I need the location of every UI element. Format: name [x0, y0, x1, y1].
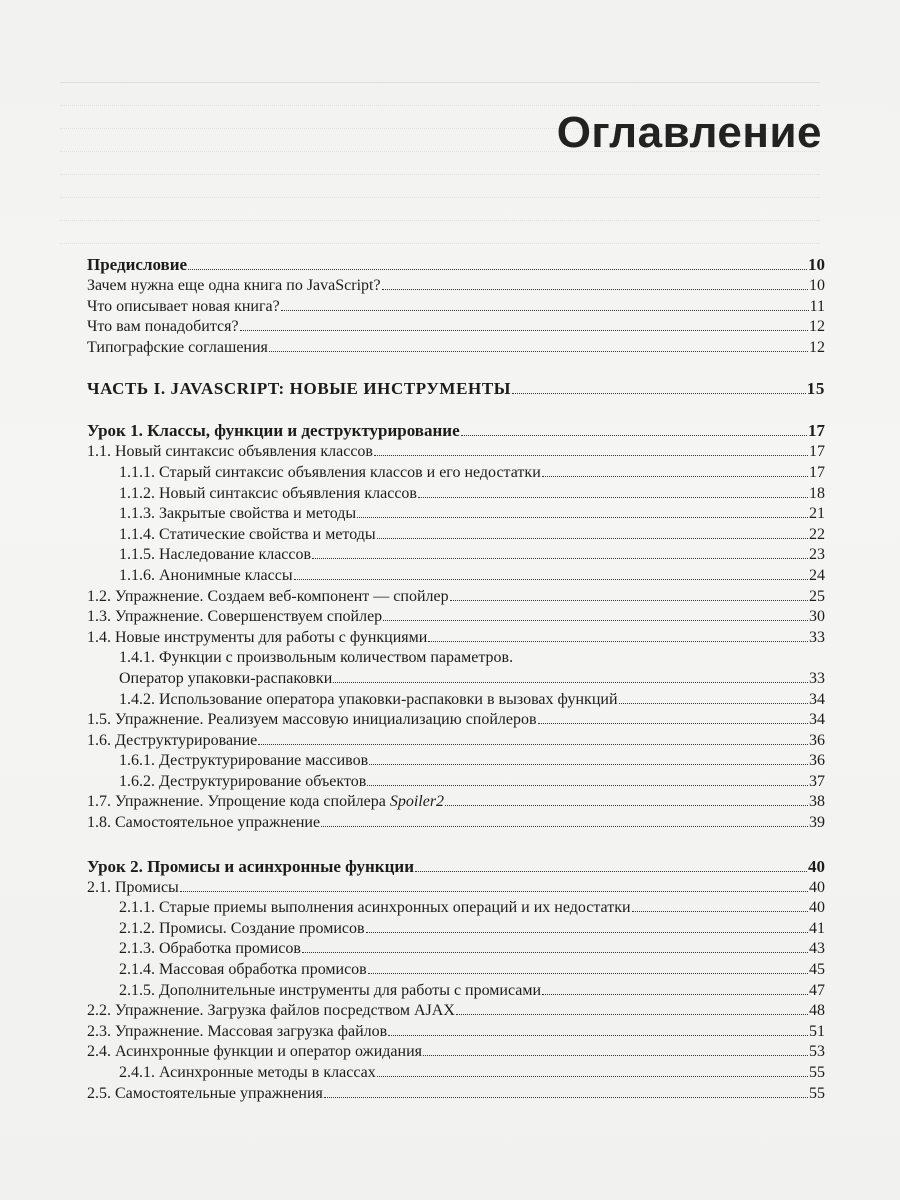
dot-leader: [368, 973, 808, 974]
toc-page-number: 53: [809, 1043, 825, 1061]
toc-entry[interactable]: [87, 254, 825, 276]
toc-page-number: 30: [809, 608, 825, 626]
toc-page-number: 55: [809, 1064, 825, 1081]
toc-page-number: 25: [809, 587, 825, 605]
dot-leader: [374, 455, 808, 456]
toc-page-number: 51: [809, 1022, 825, 1040]
toc-page-number: 38: [809, 793, 825, 811]
toc-entry-title: 1.5. Упражнение. Реализуем массовую инициализацию спойлеров: [87, 711, 537, 729]
toc-page-number: 12: [809, 338, 825, 356]
toc-entry-title: 1.1.6. Анонимные классы: [119, 566, 293, 584]
toc-entry[interactable]: [87, 628, 825, 649]
page-title: Оглавление: [556, 108, 822, 157]
toc-entry-title: 2.2. Упражнение. Загрузка файлов посредством AJAX: [87, 1002, 455, 1020]
dot-leader: [428, 641, 808, 642]
toc-entry[interactable]: [87, 607, 825, 628]
toc-entry-title: 1.4.2. Использование оператора упаковки-распаковки в вызовах функций: [119, 690, 618, 708]
toc-entry[interactable]: [87, 1001, 825, 1022]
toc-entry[interactable]: [87, 338, 825, 359]
dot-leader: [632, 911, 808, 912]
toc-subentry[interactable]: [87, 939, 825, 960]
toc-entry-title: 1.2. Упражнение. Создаем веб-компонент — спойлер: [87, 587, 449, 605]
table-of-contents: [87, 254, 825, 1104]
dot-leader: [321, 826, 808, 827]
dot-leader: [269, 351, 808, 352]
dot-leader: [388, 1035, 808, 1036]
toc-subentry[interactable]: [87, 1063, 825, 1084]
toc-entry-title: 1.1.1. Старый синтаксис объявления классов и его недостатки: [119, 463, 541, 481]
toc-page-number: 36: [809, 731, 825, 749]
toc-entry-title: 1.4.1. Функции с произвольным количеством параметров.: [119, 649, 514, 667]
toc-page-number: 17: [808, 421, 825, 441]
toc-page-number: 45: [809, 961, 825, 979]
toc-page-number: 47: [809, 981, 825, 999]
toc-entry-title: 2.5. Самостоятельные упражнения: [87, 1084, 323, 1102]
toc-entry-title: 2.1.1. Старые приемы выполнения асинхронных операций и их недостатки: [119, 899, 631, 917]
toc-page-number: 43: [809, 940, 825, 958]
toc-entry-italic: Spoiler2: [389, 793, 445, 811]
toc-page-number: 39: [809, 814, 825, 832]
dot-leader: [294, 579, 808, 580]
toc-entry[interactable]: [87, 878, 825, 899]
dot-leader: [366, 932, 808, 933]
toc-entry[interactable]: [87, 317, 825, 338]
toc-page-number: 41: [809, 919, 825, 937]
toc-entry-title: Урок 2. Промисы и асинхронные функции: [87, 856, 414, 876]
toc-page-number: 21: [809, 505, 825, 523]
toc-entry-title: 1.4. Новые инструменты для работы с функциями: [87, 628, 428, 646]
toc-entry[interactable]: [87, 442, 825, 463]
dot-leader: [538, 723, 808, 724]
dot-leader: [357, 517, 808, 518]
toc-subentry[interactable]: [87, 504, 825, 525]
toc-subentry[interactable]: [87, 545, 825, 566]
toc-entry-title: 1.6.1. Деструктурирование массивов: [119, 752, 369, 770]
toc-entry[interactable]: [87, 1084, 825, 1105]
toc-page-number: 12: [809, 318, 825, 336]
toc-entry[interactable]: [87, 1042, 825, 1063]
dot-leader: [258, 744, 808, 745]
toc-entry-title: Что вам понадобится?: [87, 318, 239, 336]
dot-leader: [423, 1055, 808, 1056]
dot-leader: [383, 620, 808, 621]
toc-entry[interactable]: [87, 792, 825, 813]
toc-page-number: 10: [808, 255, 825, 274]
toc-page-number: 40: [809, 899, 825, 917]
toc-page-number: 37: [809, 772, 825, 790]
toc-subentry[interactable]: [87, 525, 825, 546]
toc-page-number: 10: [809, 277, 825, 294]
toc-entry-title: 1.1.4. Статические свойства и методы: [119, 525, 376, 543]
toc-entry-title: Урок 1. Классы, функции и деструктурирование: [87, 421, 460, 441]
dot-leader: [324, 1097, 808, 1098]
toc-entry-title: 2.1. Промисы: [87, 878, 179, 896]
dot-leader: [382, 289, 808, 290]
toc-entry-title: 2.1.5. Дополнительные инструменты для работы с промисами: [119, 981, 542, 999]
toc-entry[interactable]: [87, 1022, 825, 1043]
toc-entry-title: ЧАСТЬ I. JAVASCRIPT: НОВЫЕ ИНСТРУМЕНТЫ: [87, 379, 512, 399]
toc-page-number: 33: [809, 669, 825, 687]
toc-entry[interactable]: [87, 710, 825, 731]
toc-entry-title: Типографские соглашения: [87, 338, 268, 356]
dot-leader: [461, 435, 807, 436]
dot-leader: [302, 952, 808, 953]
toc-page-number: 34: [809, 711, 825, 729]
toc-entry-title: 2.1.3. Обработка промисов: [119, 940, 301, 958]
dot-leader: [542, 476, 808, 477]
toc-subentry[interactable]: [87, 484, 825, 505]
dot-leader: [367, 785, 808, 786]
toc-page-number: 22: [809, 525, 825, 543]
toc-entry-title: [87, 792, 444, 813]
dot-leader: [450, 600, 808, 601]
dot-leader: [456, 1014, 808, 1015]
dot-leader: [312, 558, 808, 559]
dot-leader: [369, 764, 808, 765]
toc-subentry[interactable]: [87, 751, 825, 772]
toc-entry-title: Зачем нужна еще одна книга по JavaScript?: [87, 277, 381, 294]
toc-entry-title: 1.1. Новый синтаксис объявления классов: [87, 443, 373, 461]
dot-leader: [377, 1076, 808, 1077]
toc-subentry[interactable]: [87, 960, 825, 981]
dot-leader: [418, 497, 808, 498]
toc-entry-title: Что описывает новая книга?: [87, 297, 280, 315]
toc-chapter-entry[interactable]: [87, 420, 825, 442]
dot-leader: [542, 994, 808, 995]
dot-leader: [240, 330, 808, 331]
toc-page-number: 11: [809, 297, 825, 315]
toc-entry[interactable]: [87, 587, 825, 608]
toc-entry-title: 1.6.2. Деструктурирование объектов: [119, 772, 367, 790]
toc-page-number: 40: [808, 856, 825, 876]
dot-leader: [188, 269, 807, 270]
dot-leader: [281, 310, 809, 311]
toc-subentry[interactable]: [87, 463, 825, 484]
toc-subentry[interactable]: [87, 648, 825, 669]
toc-subentry[interactable]: [87, 898, 825, 919]
toc-page-number: 17: [809, 463, 825, 481]
dot-leader: [377, 538, 808, 539]
toc-entry-title: 1.3. Упражнение. Совершенствуем спойлер: [87, 608, 383, 626]
toc-subentry[interactable]: [87, 566, 825, 587]
toc-page-number: 15: [806, 379, 825, 399]
toc-subentry[interactable]: [87, 772, 825, 793]
toc-subentry-continuation[interactable]: [87, 669, 825, 690]
toc-subentry[interactable]: [87, 690, 825, 711]
toc-page-number: 40: [809, 878, 825, 896]
toc-entry[interactable]: [87, 297, 825, 318]
toc-page-number: 33: [809, 628, 825, 646]
toc-entry-title: Оператор упаковки-распаковки: [119, 669, 333, 687]
toc-page-number: 55: [809, 1084, 825, 1102]
toc-entry-title: 2.3. Упражнение. Массовая загрузка файлов: [87, 1022, 388, 1040]
toc-page-number: 24: [809, 566, 825, 584]
toc-entry[interactable]: [87, 276, 825, 297]
toc-page-number: 18: [809, 484, 825, 502]
toc-page-number: 17: [809, 443, 825, 461]
toc-entry-title: 2.4.1. Асинхронные методы в классах: [119, 1064, 376, 1081]
toc-page-number: 23: [809, 546, 825, 564]
spacer: [87, 358, 825, 378]
toc-entry-title: 2.1.4. Массовая обработка промисов: [119, 961, 367, 979]
toc-entry-title: 1.6. Деструктурирование: [87, 731, 258, 749]
spacer: [87, 834, 825, 856]
dot-leader: [512, 393, 806, 394]
toc-subentry[interactable]: [87, 919, 825, 940]
toc-entry[interactable]: [87, 731, 825, 752]
dot-leader: [619, 703, 808, 704]
dot-leader: [333, 682, 808, 683]
toc-entry-title: 1.1.3. Закрытые свойства и методы: [119, 505, 357, 523]
toc-entry[interactable]: [87, 813, 825, 834]
toc-part-entry[interactable]: [87, 378, 825, 400]
toc-chapter-entry[interactable]: [87, 856, 825, 878]
toc-subentry[interactable]: [87, 981, 825, 1002]
spacer: [87, 400, 825, 420]
dot-leader: [415, 871, 807, 872]
toc-entry-title: 1.8. Самостоятельное упражнение: [87, 814, 321, 832]
toc-entry-title: 1.1.2. Новый синтаксис объявления классов: [119, 484, 417, 502]
toc-entry-title: 1.1.5. Наследование классов: [119, 546, 312, 564]
dot-leader: [180, 891, 808, 892]
toc-page-number: 48: [809, 1002, 825, 1020]
toc-entry-title: 2.4. Асинхронные функции и оператор ожидания: [87, 1043, 422, 1061]
dot-leader: [445, 805, 808, 806]
toc-page-number: 36: [809, 752, 825, 770]
toc-entry-title: 2.1.2. Промисы. Создание промисов: [119, 919, 365, 937]
toc-page-number: 34: [809, 690, 825, 708]
toc-entry-title: Предисловие: [87, 255, 188, 274]
toc-entry-text: 1.7. Упражнение. Упрощение кода спойлера: [87, 793, 390, 811]
